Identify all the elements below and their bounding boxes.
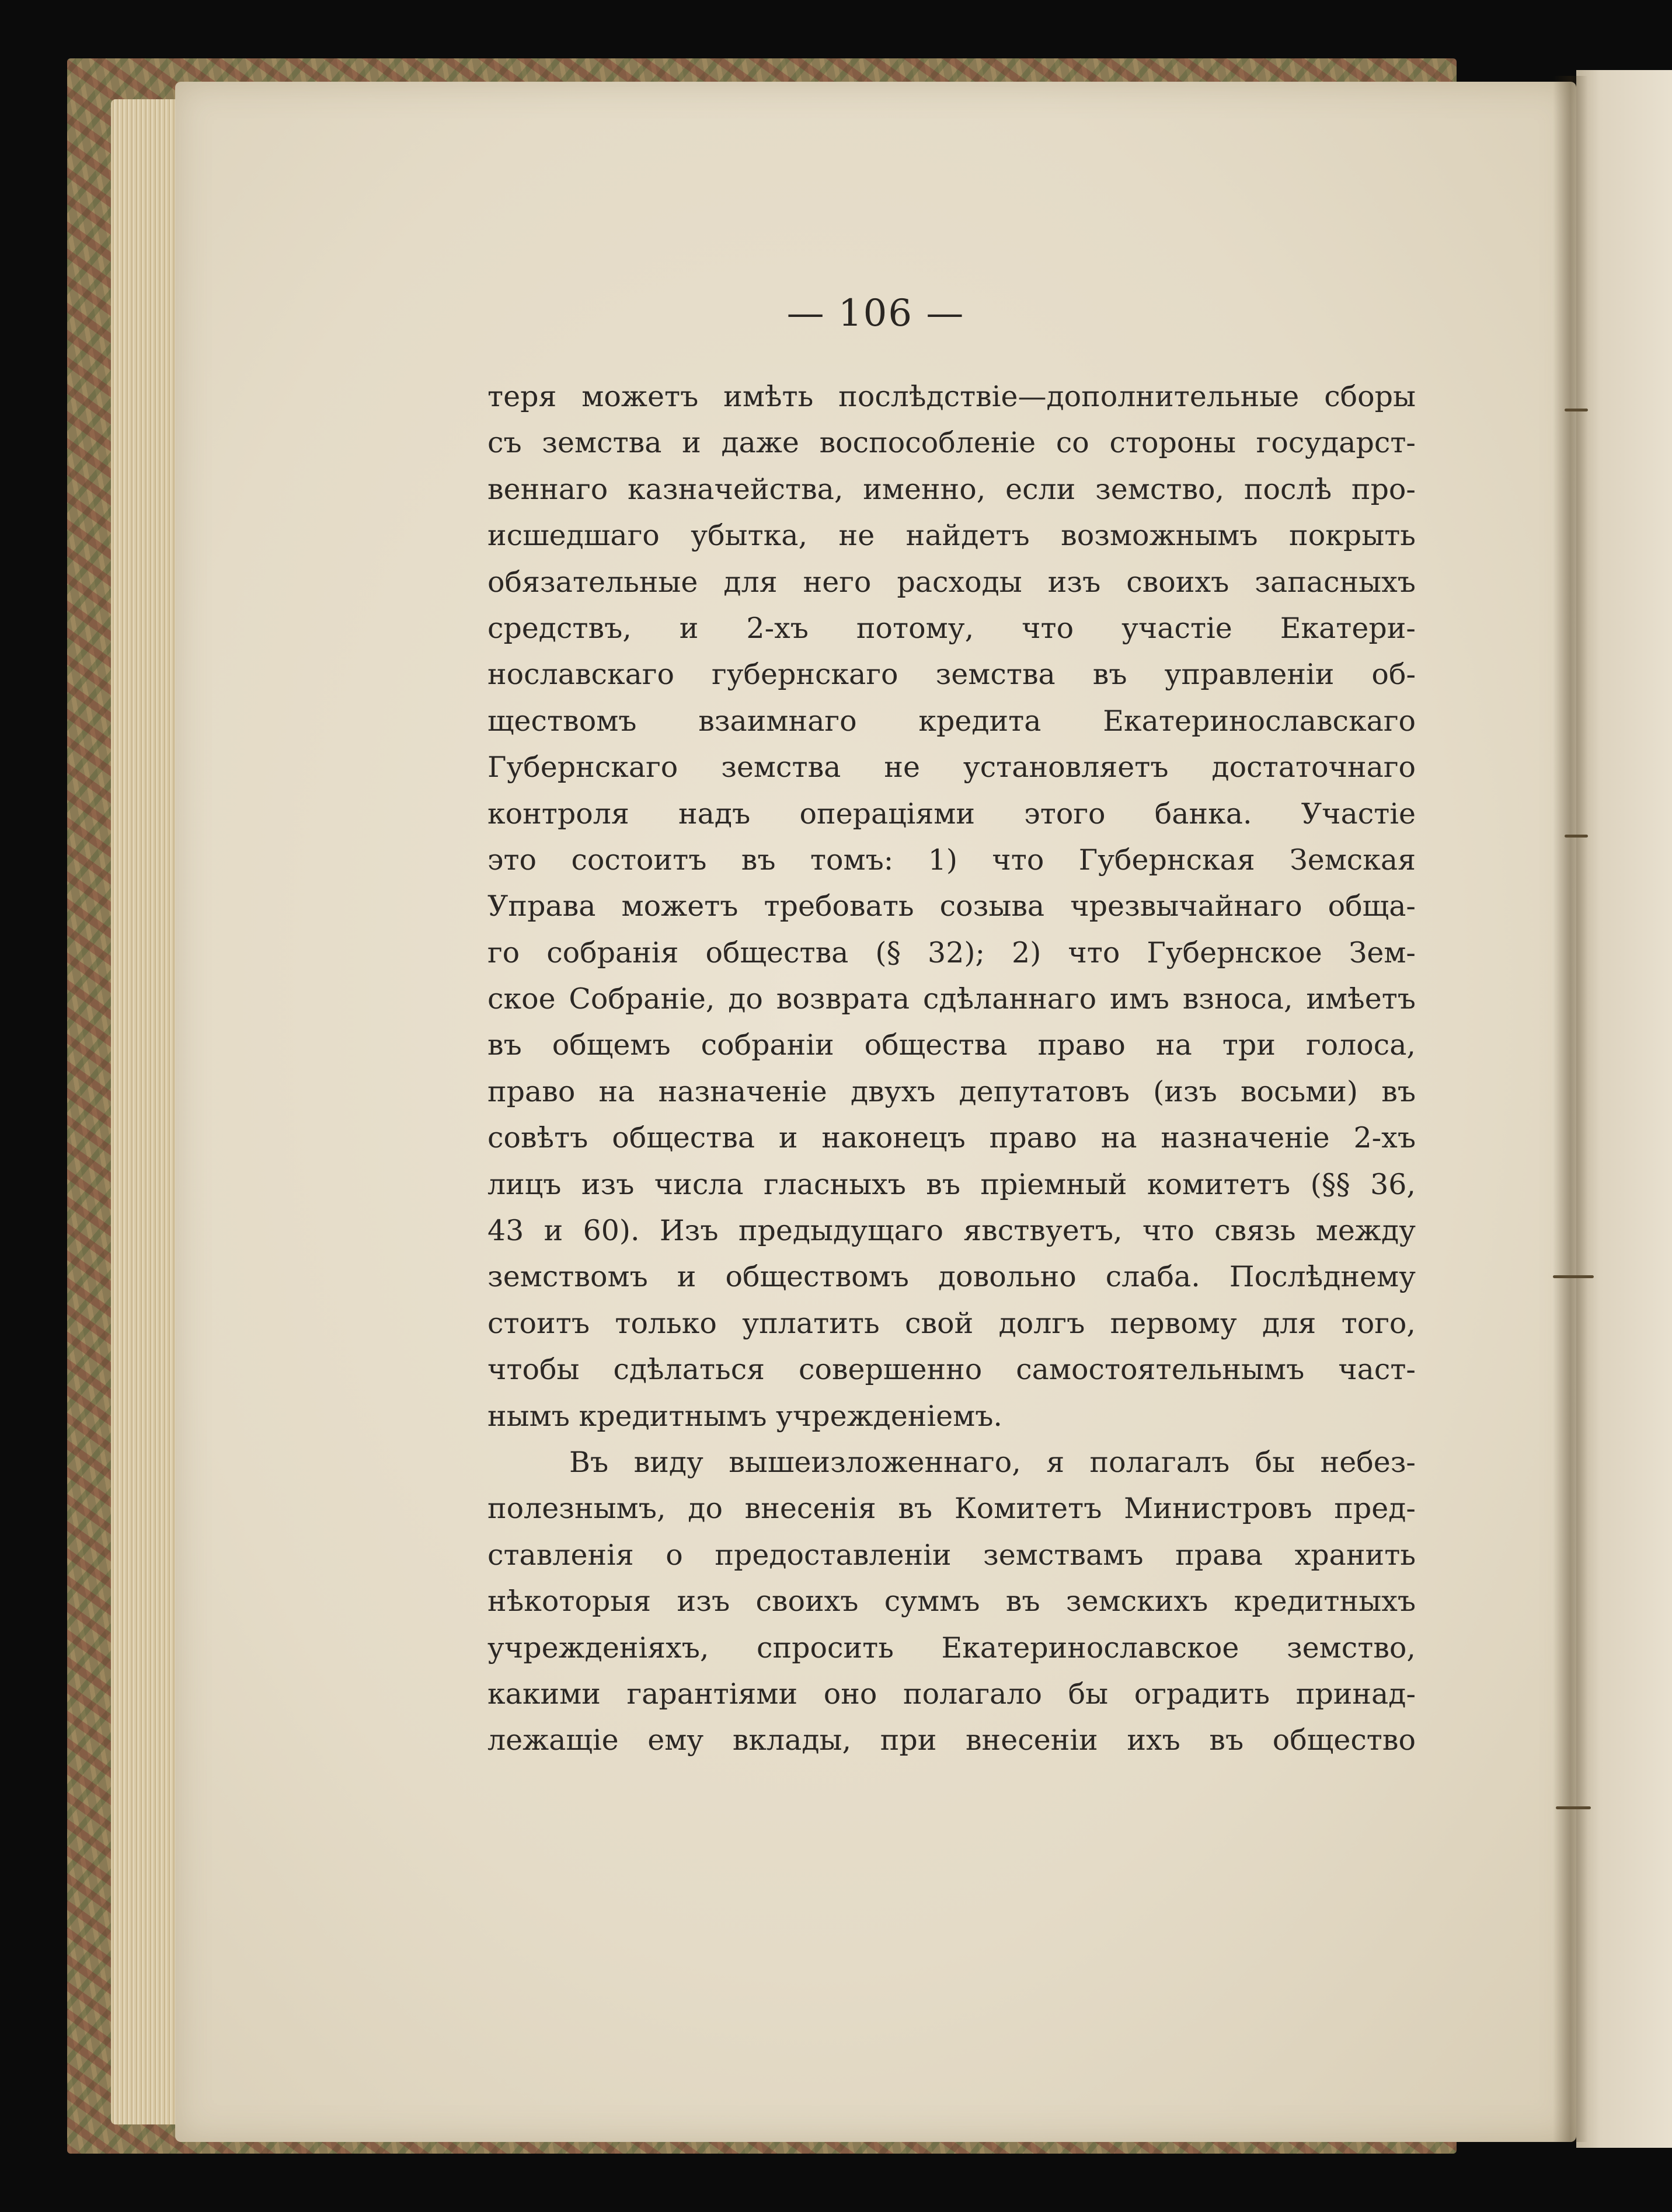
text-line: ществомъ взаимнаго кредита Екатеринославскаго (487, 704, 1416, 738)
page-number: — 106 — (786, 292, 965, 335)
text-line: контроля надъ операціями этого банка. Участіе (487, 797, 1416, 831)
text-line: полезнымъ, до внесенія въ Комитетъ Министровъ пред- (487, 1492, 1416, 1526)
text-line: средствъ, и 2-хъ потому, что участіе Екатери- (487, 611, 1416, 645)
binding-thread (1565, 409, 1588, 411)
text-line: совѣтъ общества и наконецъ право на назначеніе 2-хъ (487, 1121, 1416, 1155)
text-line: нославскаго губернскаго земства въ управленіи об- (487, 658, 1416, 692)
text-line: стоитъ только уплатить свой долгъ первому для того, (487, 1306, 1416, 1340)
text-line: веннаго казначейства, именно, если земство, послѣ про- (487, 472, 1416, 506)
text-line: какими гарантіями оно полагало бы оградить принад- (487, 1677, 1416, 1711)
text-line: учрежденіяхъ, спросить Екатеринославское земство, (487, 1631, 1416, 1665)
text-line: ское Собраніе, до возврата сдѣланнаго имъ взноса, имѣетъ (487, 982, 1416, 1016)
binding-gutter (1553, 76, 1588, 2142)
text-line: обязательные для него расходы изъ своихъ запасныхъ (487, 565, 1416, 599)
text-line: чтобы сдѣлаться совершенно самостоятельнымъ част- (487, 1353, 1416, 1387)
text-line: земствомъ и обществомъ довольно слаба. Послѣднему (487, 1260, 1416, 1294)
text-line: Губернскаго земства не установляетъ достаточнаго (487, 751, 1416, 784)
text-line: съ земства и даже воспособленіе со стороны государст- (487, 426, 1416, 460)
text-line: право на назначеніе двухъ депутатовъ (изъ восьми) въ (487, 1074, 1416, 1108)
text-line: исшедшаго убытка, не найдетъ возможнымъ покрыть (487, 519, 1416, 553)
text-line: лежащіе ему вклады, при внесеніи ихъ въ общество (487, 1723, 1416, 1757)
text-line: ставленія о предоставленіи земствамъ права хранить (487, 1538, 1416, 1572)
binding-thread (1553, 1275, 1594, 1278)
text-line: го собранія общества (§ 32); 2) что Губернское Зем- (487, 936, 1416, 969)
facing-page-edge (1576, 70, 1672, 2148)
paragraph-start-line: Въ виду вышеизложеннаго, я полагалъ бы небез- (569, 1445, 1416, 1479)
text-line: нѣкоторыя изъ своихъ суммъ въ земскихъ кредитныхъ (487, 1585, 1416, 1618)
binding-thread (1556, 1806, 1591, 1809)
text-line: теря можетъ имѣть послѣдствіе—дополнительные сборы (487, 380, 1416, 413)
body-text (487, 374, 1416, 1764)
text-line: Управа можетъ требовать созыва чрезвычайнаго обща- (487, 889, 1416, 923)
text-line: лицъ изъ числа гласныхъ въ пріемный комитетъ (§§ 36, (487, 1167, 1416, 1201)
text-line: 43 и 60). Изъ предыдущаго явствуетъ, что связь между (487, 1214, 1416, 1248)
binding-thread (1565, 835, 1588, 838)
text-line: это состоитъ въ томъ: 1) что Губернская Земская (487, 843, 1416, 877)
text-line: нымъ кредитнымъ учрежденіемъ. (487, 1399, 1002, 1433)
text-line: въ общемъ собраніи общества право на три голоса, (487, 1028, 1416, 1062)
